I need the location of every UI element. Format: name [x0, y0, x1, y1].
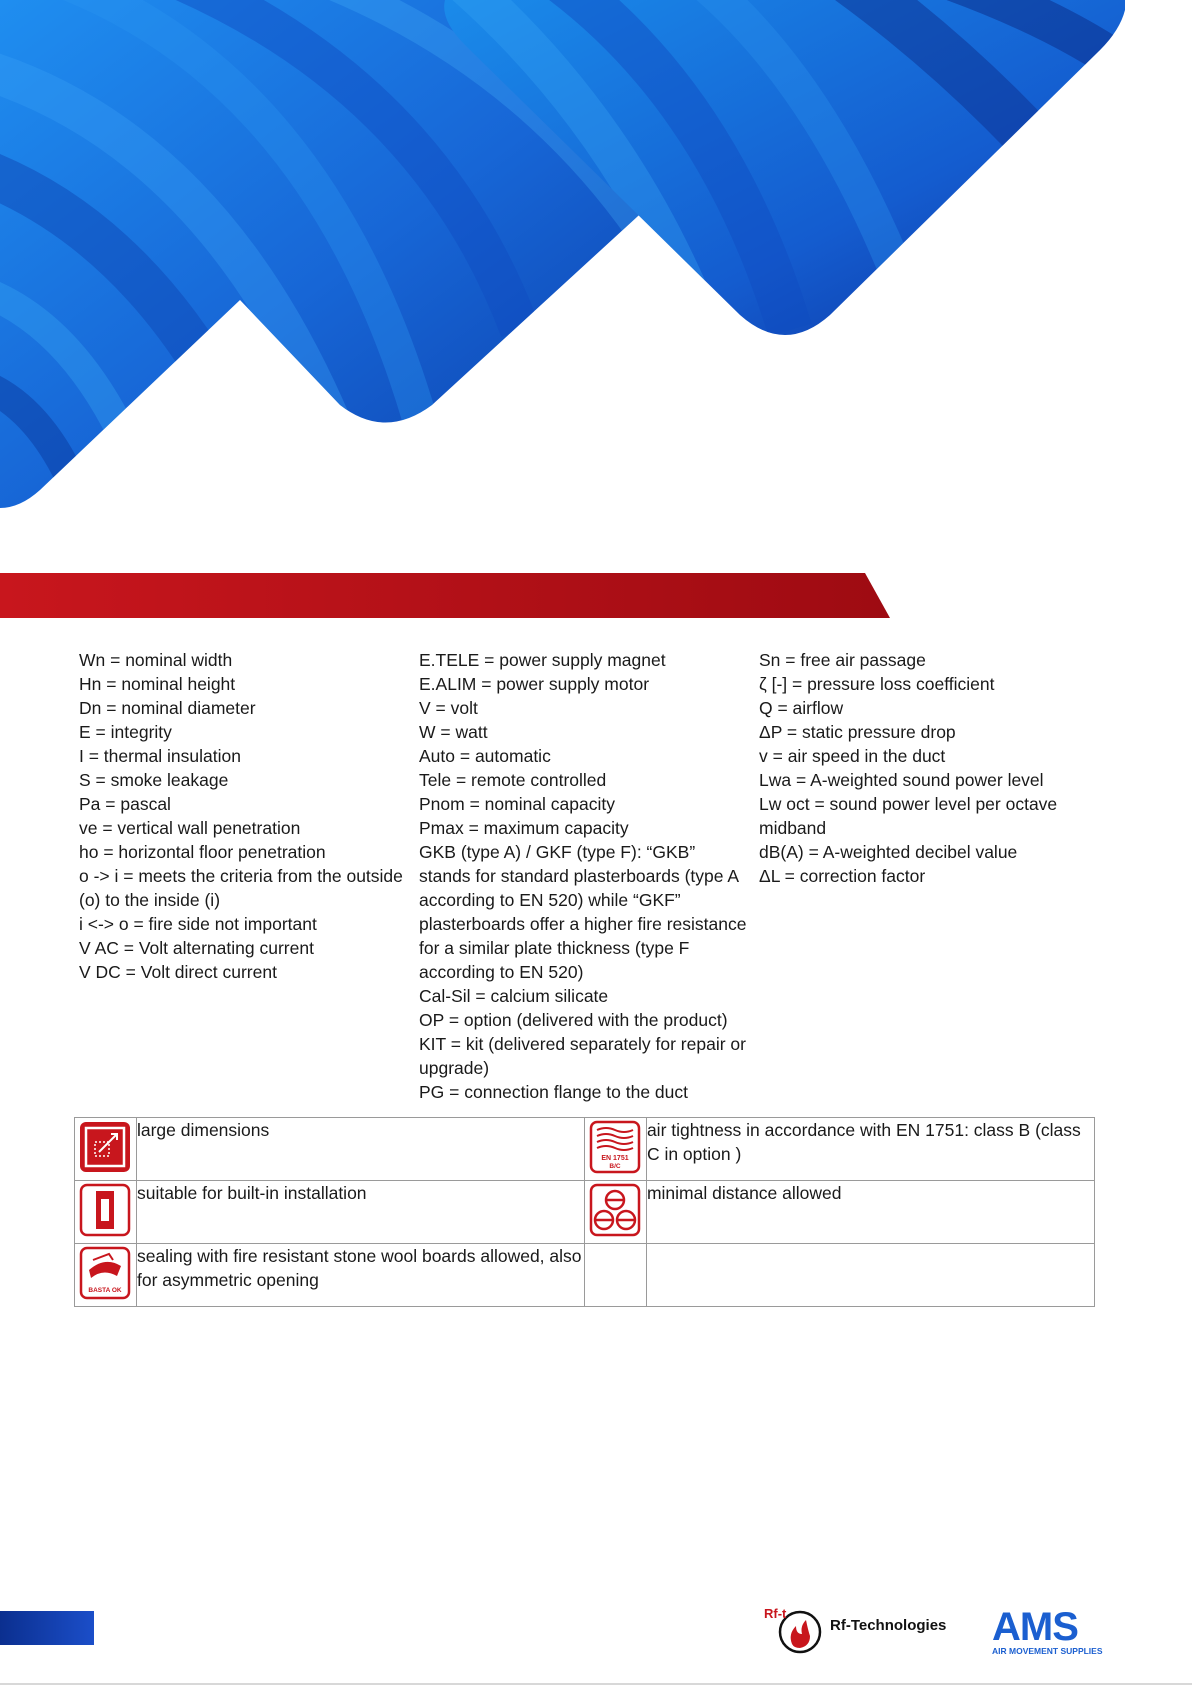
abbreviations-column-2 — [419, 648, 749, 1104]
table-row — [75, 1181, 1095, 1244]
table-cell: suitable for built-in installation — [136, 1181, 584, 1244]
abbr-item: v = air speed in the duct — [759, 746, 946, 766]
table-cell: minimal distance allowed — [646, 1181, 1094, 1244]
abbr-item: PG = connection flange to the duct — [419, 1082, 689, 1102]
abbr-item: o -> i = meets the criteria from the outside (o) to the inside (i) — [79, 866, 403, 910]
stone-wool-sealing-icon — [79, 1246, 131, 1300]
rf-technologies-label: Rf-Technologies — [830, 1617, 947, 1634]
abbr-item: E = integrity — [79, 722, 172, 742]
hero-graphic — [0, 0, 1192, 520]
abbreviations-column-1 — [79, 648, 409, 984]
abbr-item: S = smoke leakage — [79, 770, 229, 790]
abbr-item: W = watt — [419, 722, 488, 742]
large-dimensions-icon — [79, 1120, 131, 1174]
abbreviations-section — [0, 648, 1192, 1108]
icon-legend-table — [74, 1117, 1095, 1307]
abbr-item: E.ALIM = power supply motor — [419, 674, 650, 694]
abbr-item: Pnom = nominal capacity — [419, 794, 616, 814]
svg-text:AMS: AMS — [992, 1605, 1078, 1649]
table-cell — [584, 1181, 646, 1244]
abbr-item: E.TELE = power supply magnet — [419, 650, 666, 670]
abbr-item: V = volt — [419, 698, 478, 718]
abbr-item: ho = horizontal floor penetration — [79, 842, 326, 862]
table-row — [75, 1118, 1095, 1181]
abbr-item: ΔP = static pressure drop — [759, 722, 956, 742]
abbr-item: OP = option (delivered with the product) — [419, 1010, 728, 1030]
svg-text:EN 1751: EN 1751 — [601, 1155, 630, 1162]
abbr-item: Pmax = maximum capacity — [419, 818, 629, 838]
table-cell — [75, 1244, 137, 1307]
table-cell — [584, 1244, 646, 1307]
abbr-item: KIT = kit (delivered separately for repair or upgrade) — [419, 1034, 746, 1078]
svg-text:BASTA OK: BASTA OK — [88, 1287, 123, 1294]
minimal-distance-icon — [589, 1183, 641, 1237]
air-tightness-icon — [589, 1120, 641, 1174]
table-cell: large dimensions — [136, 1118, 584, 1181]
abbr-item: Cal-Sil = calcium silicate — [419, 986, 609, 1006]
built-in-installation-icon — [79, 1183, 131, 1237]
table-cell: sealing with fire resistant stone wool boards allowed, also for asymmetric opening — [136, 1244, 584, 1307]
section-header-band — [0, 573, 890, 618]
abbr-item: Sn = free air passage — [759, 650, 926, 670]
svg-text:AIR MOVEMENT SUPPLIES: AIR MOVEMENT SUPPLIES — [992, 1646, 1103, 1656]
abbr-item: Lwa = A-weighted sound power level — [759, 770, 1044, 790]
abbr-item: ve = vertical wall penetration — [79, 818, 301, 838]
abbreviations-column-3 — [759, 648, 1089, 888]
abbr-item: GKB (type A) / GKF (type F): “GKB” stands for standard plasterboards (type A according to EN 520) while “GKF” plasterboards offer a higher fire resistance for a similar plate thickness (type F according to EN 520) — [419, 842, 747, 982]
svg-text:Rf-t: Rf-t — [764, 1606, 787, 1621]
abbr-item: dB(A) = A-weighted decibel value — [759, 842, 1018, 862]
abbr-item: Lw oct = sound power level per octave midband — [759, 794, 1058, 838]
table-cell — [75, 1181, 137, 1244]
svg-text:B/C: B/C — [609, 1163, 622, 1170]
abbr-item: Dn = nominal diameter — [79, 698, 256, 718]
abbr-item: Hn = nominal height — [79, 674, 236, 694]
abbr-item: ΔL = correction factor — [759, 866, 926, 886]
abbr-item: Tele = remote controlled — [419, 770, 607, 790]
ams-logo — [990, 1602, 1115, 1662]
abbr-item: Pa = pascal — [79, 794, 171, 814]
table-cell — [584, 1118, 646, 1181]
table-cell — [75, 1118, 137, 1181]
table-cell — [646, 1244, 1094, 1307]
abbr-item: Q = airflow — [759, 698, 844, 718]
table-cell: air tightness in accordance with EN 1751: class B (class C in option ) — [646, 1118, 1094, 1181]
abbr-item: V AC = Volt alternating current — [79, 938, 314, 958]
abbr-item: I = thermal insulation — [79, 746, 241, 766]
abbr-item: ζ [-] = pressure loss coefficient — [759, 674, 995, 694]
footer-accent-bar — [0, 1611, 94, 1645]
abbr-item: V DC = Volt direct current — [79, 962, 277, 982]
table-row — [75, 1244, 1095, 1307]
abbr-item: Auto = automatic — [419, 746, 551, 766]
abbr-item: Wn = nominal width — [79, 650, 233, 670]
abbr-item: i <-> o = fire side not important — [79, 914, 317, 934]
